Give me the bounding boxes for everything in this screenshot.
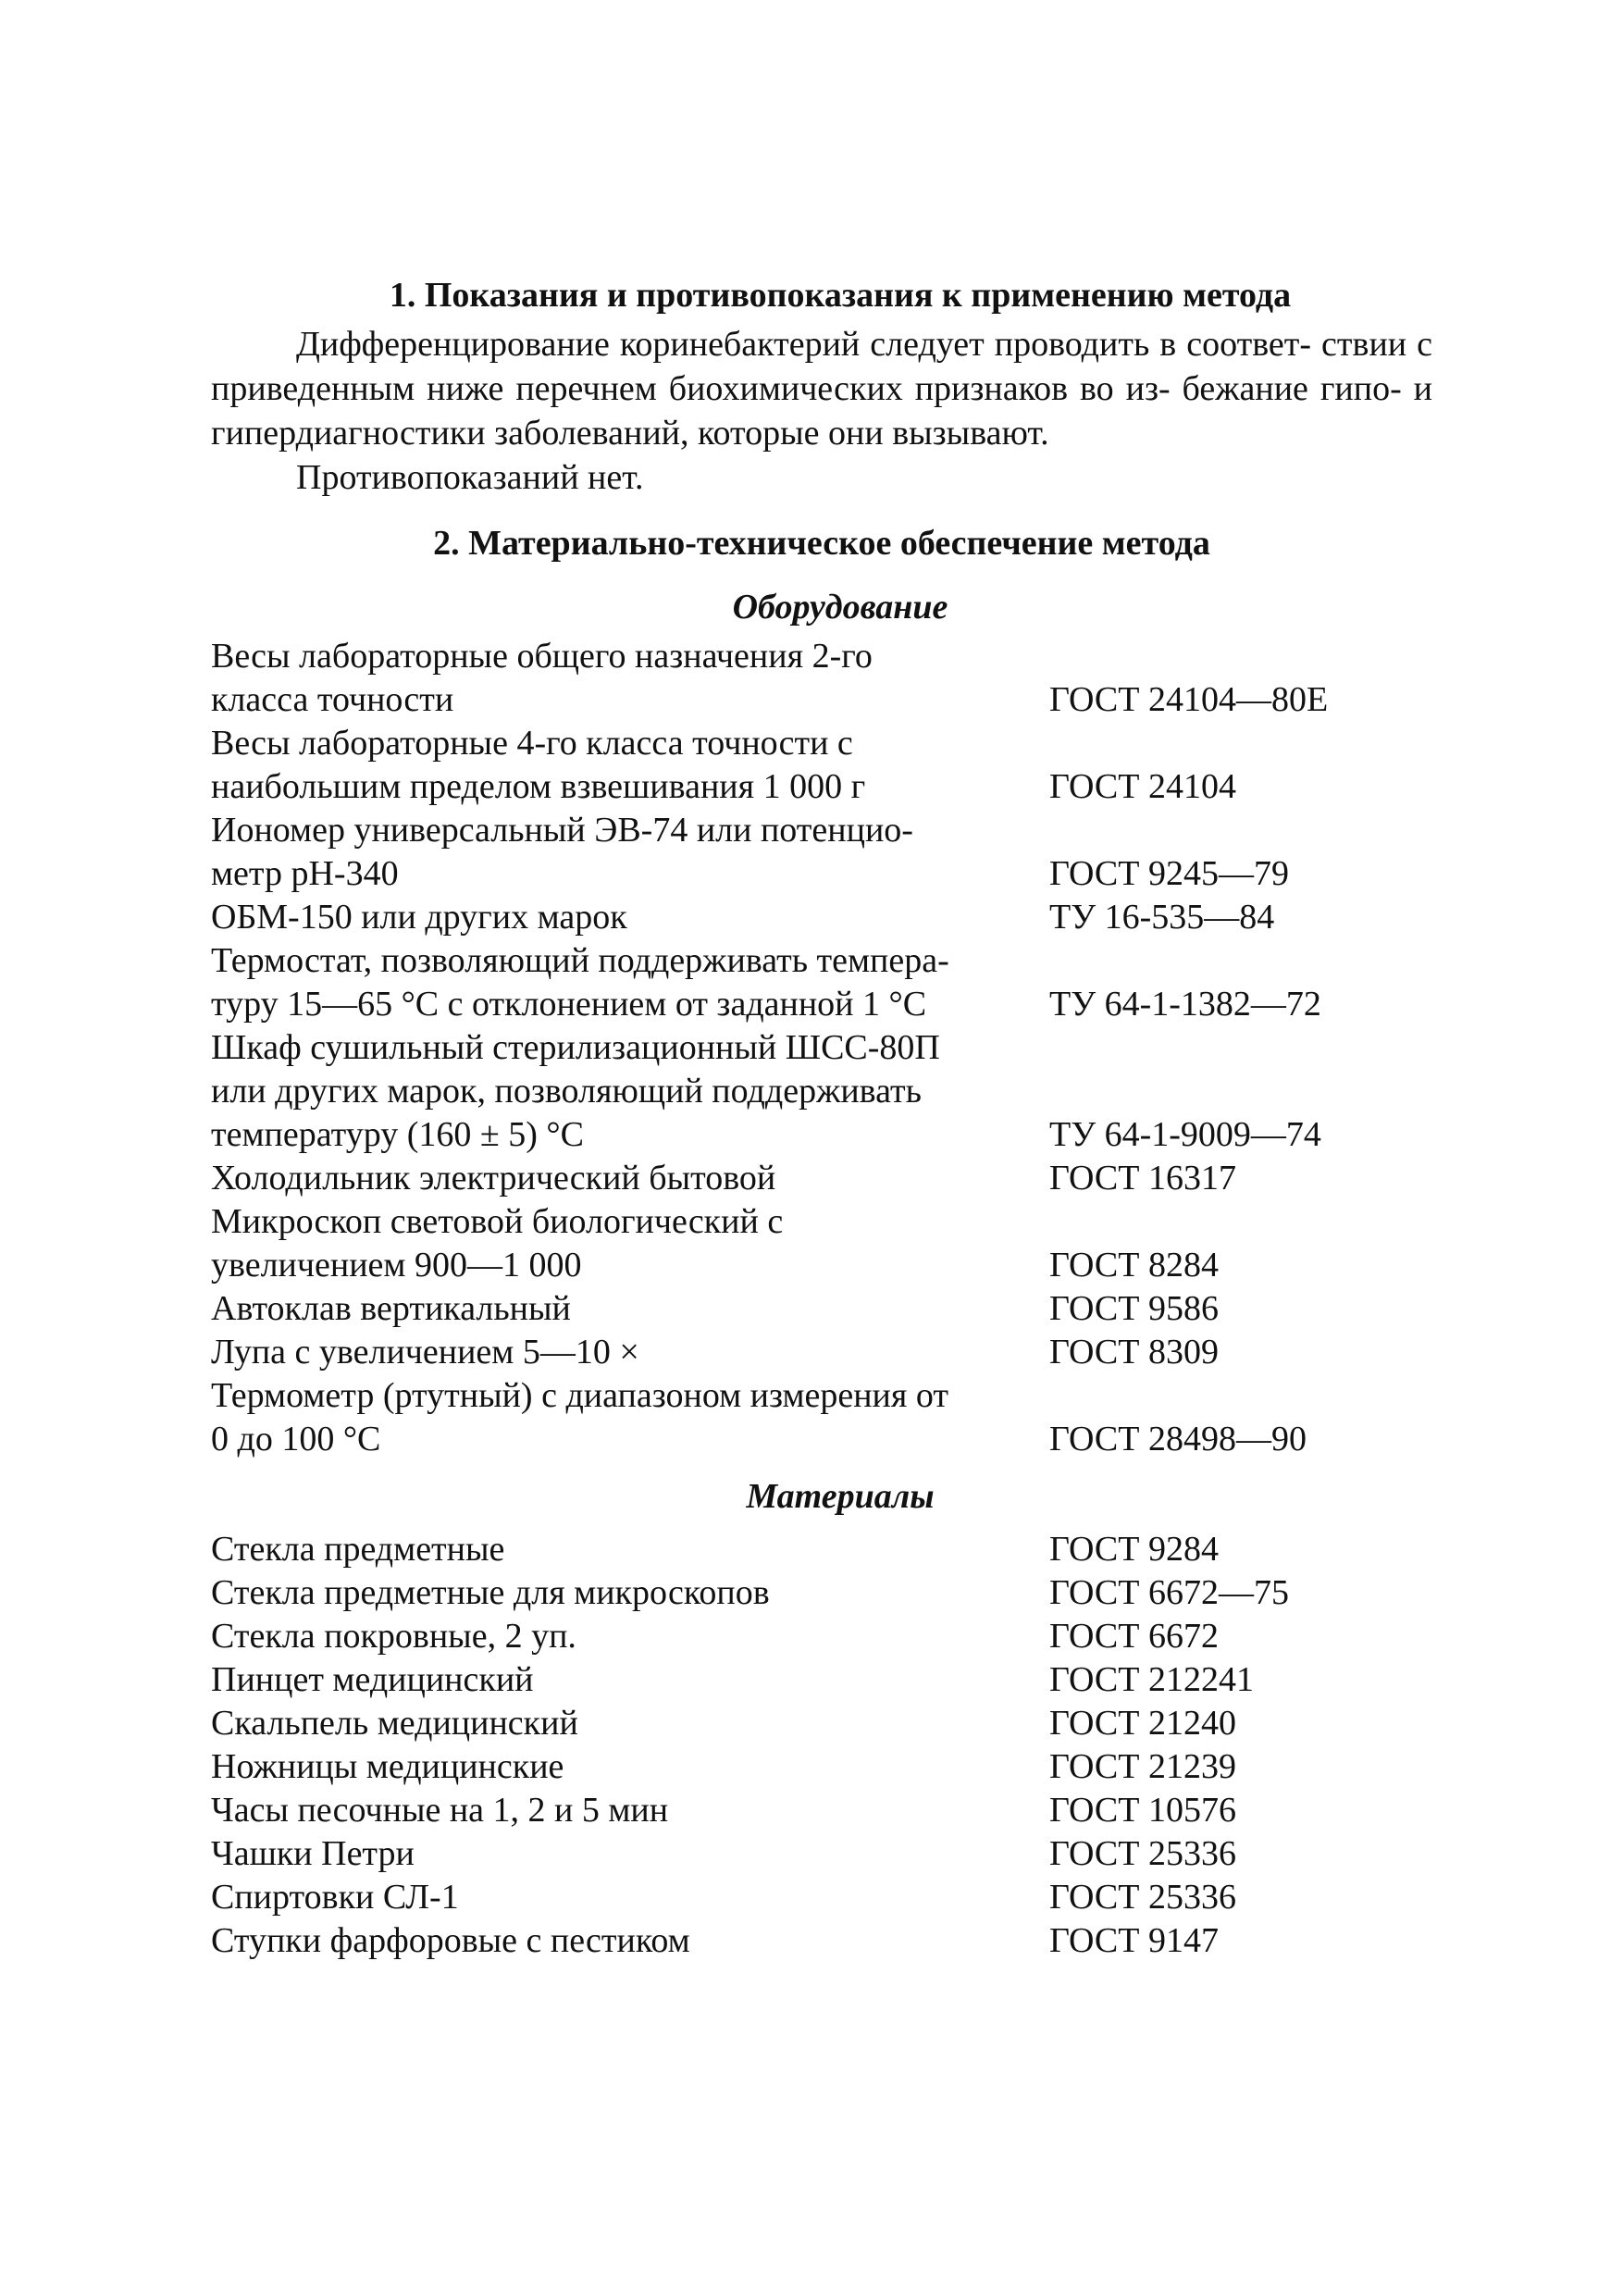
material-standard: ГОСТ 10576 (1049, 1791, 1236, 1830)
equipment-name (211, 635, 1049, 722)
material-name (211, 1789, 1049, 1832)
equipment-name (211, 1331, 1049, 1374)
equipment-name-line: Автоклав вертикальный (211, 1289, 571, 1328)
equipment-name (211, 1374, 1049, 1461)
material-name-line: Ножницы медицинские (211, 1747, 564, 1786)
equipment-standard: ГОСТ 9586 (1049, 1289, 1219, 1328)
section-1-contraindications: Противопоказаний нет. (296, 458, 644, 497)
equipment-name (211, 1157, 1049, 1200)
equipment-standard: ТУ 64-1-9009—74 (1049, 1115, 1321, 1154)
equipment-standard: ГОСТ 8309 (1049, 1333, 1219, 1371)
equipment-row (211, 1374, 1432, 1461)
equipment-name-line: метр pH-340 (211, 854, 399, 893)
equipment-heading: Оборудование (732, 588, 948, 627)
equipment-standard: ТУ 16-535—84 (1049, 898, 1275, 937)
material-name (211, 1658, 1049, 1702)
material-name (211, 1832, 1049, 1876)
equipment-name (211, 939, 1049, 1026)
equipment-name-line: 0 до 100 °С (211, 1420, 381, 1458)
material-standard: ГОСТ 21239 (1049, 1747, 1236, 1786)
material-row (211, 1528, 1432, 1571)
equipment-name-line: Шкаф сушильный стерилизационный ШСС-80П (211, 1028, 940, 1067)
equipment-name-line: Термостат, позволяющий поддерживать темпера- (211, 941, 949, 980)
equipment-name (211, 722, 1049, 809)
materials-heading: Материалы (746, 1477, 935, 1516)
material-name-line: Часы песочные на 1, 2 и 5 мин (211, 1791, 669, 1830)
equipment-row (211, 635, 1432, 722)
equipment-name-line: Весы лабораторные общего назначения 2-го (211, 637, 873, 676)
section-2-title: 2. Материально-техническое обеспечение метода (433, 524, 1210, 563)
material-name (211, 1615, 1049, 1658)
equipment-row (211, 939, 1432, 1026)
section-1-title: 1. Показания и противопоказания к применению метода (389, 276, 1292, 315)
material-row (211, 1789, 1432, 1832)
equipment-row (211, 1287, 1432, 1331)
material-standard: ГОСТ 25336 (1049, 1878, 1236, 1917)
equipment-name-line: класса точности (211, 680, 454, 719)
equipment-name (211, 1287, 1049, 1331)
material-row (211, 1571, 1432, 1615)
equipment-name-line: ОБМ-150 или других марок (211, 898, 627, 937)
material-standard: ГОСТ 9284 (1049, 1530, 1219, 1569)
material-name (211, 1876, 1049, 1919)
material-row (211, 1702, 1432, 1745)
equipment-name-line: или других марок, позволяющий поддерживать (211, 1072, 922, 1111)
equipment-standard: ГОСТ 24104—80Е (1049, 680, 1329, 719)
equipment-standard: ГОСТ 9245—79 (1049, 854, 1289, 893)
material-name-line: Ступки фарфоровые с пестиком (211, 1921, 690, 1960)
equipment-row (211, 1200, 1432, 1287)
equipment-row (211, 1026, 1432, 1157)
materials-list (211, 1528, 1432, 1963)
equipment-name (211, 809, 1049, 896)
equipment-name-line: Весы лабораторные 4-го класса точности с (211, 724, 853, 763)
equipment-row (211, 722, 1432, 809)
equipment-name-line: Термометр (ртутный) с диапазоном измерения от (211, 1376, 948, 1415)
material-name-line: Пинцет медицинский (211, 1660, 534, 1699)
material-row (211, 1615, 1432, 1658)
equipment-name-line: наибольшим пределом взвешивания 1 000 г (211, 767, 866, 806)
equipment-name (211, 1026, 1049, 1157)
equipment-standard: ГОСТ 16317 (1049, 1159, 1236, 1198)
material-name (211, 1919, 1049, 1963)
material-row (211, 1832, 1432, 1876)
equipment-standard: ГОСТ 8284 (1049, 1246, 1219, 1285)
page-content (211, 268, 1432, 1963)
material-row (211, 1745, 1432, 1789)
equipment-standard: ТУ 64-1-1382—72 (1049, 985, 1321, 1024)
section-1-paragraph: Дифференцирование коринебактерий следует проводить в соответ- ствии с приведенным ниже перечнем биохимических признаков во из- бежание гипо- и гипердиагностики заболеваний, которые они вызывают. (211, 325, 1432, 453)
material-row (211, 1658, 1432, 1702)
equipment-list (211, 635, 1432, 1461)
material-standard: ГОСТ 21240 (1049, 1704, 1236, 1743)
material-name-line: Скальпель медицинский (211, 1704, 578, 1743)
material-name-line: Спиртовки СЛ-1 (211, 1878, 459, 1917)
equipment-name-line: увеличением 900—1 000 (211, 1246, 582, 1285)
equipment-name-line: Иономер универсальный ЭВ-74 или потенцио- (211, 811, 913, 850)
equipment-row (211, 1331, 1432, 1374)
equipment-name-line: температуру (160 ± 5) °С (211, 1115, 584, 1154)
equipment-standard: ГОСТ 28498—90 (1049, 1420, 1307, 1458)
material-row (211, 1876, 1432, 1919)
equipment-row (211, 1157, 1432, 1200)
material-standard: ГОСТ 9147 (1049, 1921, 1219, 1960)
material-name (211, 1702, 1049, 1745)
material-name (211, 1571, 1049, 1615)
equipment-row (211, 896, 1432, 939)
material-name-line: Стекла покровные, 2 уп. (211, 1617, 576, 1656)
equipment-name-line: Холодильник электрический бытовой (211, 1159, 776, 1198)
equipment-name-line: Лупа с увеличением 5—10 × (211, 1333, 639, 1371)
material-name (211, 1745, 1049, 1789)
equipment-row (211, 809, 1432, 896)
material-name-line: Чашки Петри (211, 1834, 415, 1873)
material-name-line: Стекла предметные (211, 1530, 505, 1569)
equipment-name-line: туру 15—65 °С с отклонением от заданной 1 °С (211, 985, 927, 1024)
equipment-name (211, 1200, 1049, 1287)
material-standard: ГОСТ 212241 (1049, 1660, 1254, 1699)
equipment-standard: ГОСТ 24104 (1049, 767, 1236, 806)
equipment-name-line: Микроскоп световой биологический с (211, 1202, 784, 1241)
equipment-name (211, 896, 1049, 939)
material-name-line: Стекла предметные для микроскопов (211, 1573, 770, 1612)
material-name (211, 1528, 1049, 1571)
material-standard: ГОСТ 25336 (1049, 1834, 1236, 1873)
material-standard: ГОСТ 6672—75 (1049, 1573, 1289, 1612)
material-row (211, 1919, 1432, 1963)
material-standard: ГОСТ 6672 (1049, 1617, 1219, 1656)
